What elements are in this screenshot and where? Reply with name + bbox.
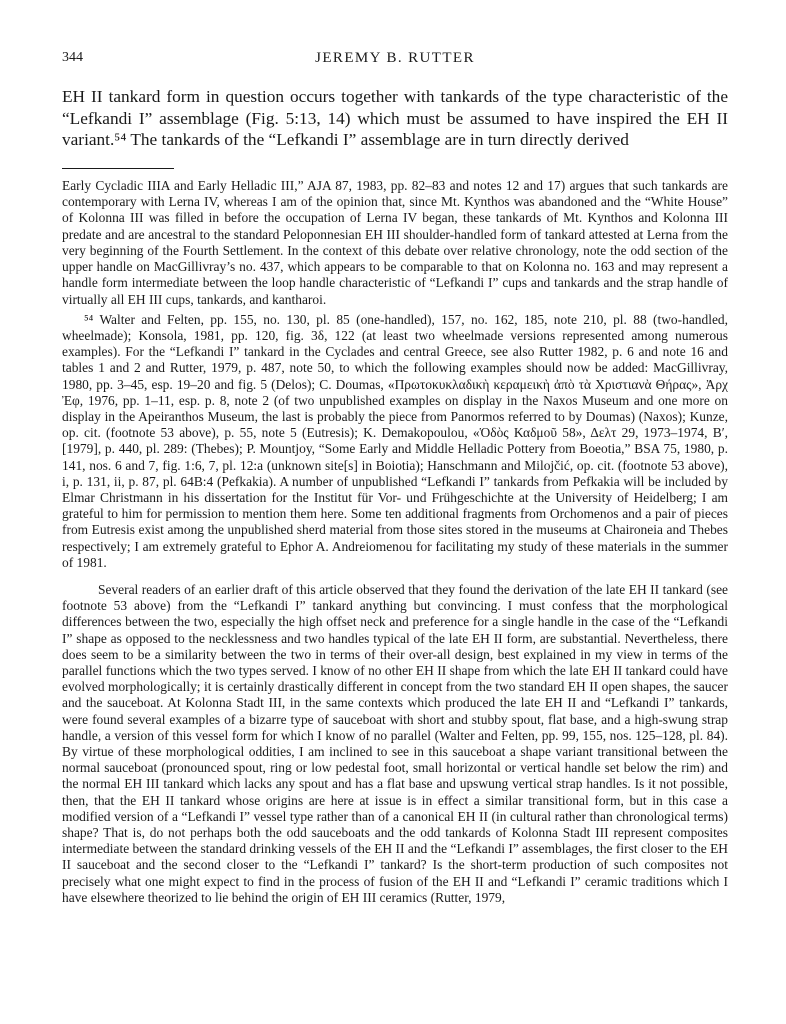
page [62, 50, 728, 906]
page-number: 344 [62, 50, 83, 65]
footnote-54: ⁵⁴ Walter and Felten, pp. 155, no. 130, pl. 85 (one-handled), 157, no. 162, 185, note 210, pl. 88 (two-handled, wheelmade); Konsola, 1981, pp. 120, fig. 3δ, 122 (at least two wheelmade versions represented among numerous examples). For the “Lefkandi I” tankard in the Cyclades and central Greece, see also Rutter 1982, p. 6 and note 16 and tables 1 and 2 and Rutter, 1979, p. 487, note 50, to which the following examples should now be added: MacGillivray, 1980, pp. 3–45, esp. 19–20 and fig. 5 (Delos); C. Doumas, «Πρωτοκυκλαδικὴ κεραμεικὴ ἀπὸ τὰ Χριστιανὰ Θήρας», Ἀρχ Ἐφ, 1976, pp. 1–11, esp. p. 8, note 2 (of two unpublished examples on display in the Naxos Museum and one more on display in the Apeiranthos Museum, the last is probably the piece from Panormos referred to by Doumas) (Naxos); Kunze, op. cit. (footnote 53 above), p. 55, note 5 (Eutresis); K. Demakopoulou, «Ὁδὸς Καδμοῦ 58», Δελτ 29, 1973–1974, Β′, [1979], p. 440, pl. 289: (Thebes); P. Mountjoy, “Some Early and Middle Helladic Pottery from Boeotia,” BSA 75, 1980, p. 141, nos. 6 and 7, fig. 1:6, 7, pl. 12:a (unknown site[s] in Boiotia); Hanschmann and Milojčić, op. cit. (footnote 53 above), i, p. 131, ii, p. 87, pl. 64B:4 (Pefkakia). A number of unpublished “Lefkandi I” tankards from Pefkakia will be included by Elmar Christmann in his dissertation for the Institut für Vor- und Frühgeschichte at the University of Heidelberg; I am grateful to him for permission to mention them here. Some ten additional fragments from Orchomenos and a pair of pieces from Eutresis exist among the unpublished sherd material from those sites stored in the museums at Chaironeia and Thebes respectively; I am extremely grateful to Ephor A. Andreiomenou for facilitating my study of these materials in the summer of 1981. [62, 311, 728, 570]
closing-paragraph: Several readers of an earlier draft of this article observed that they found the derivation of the late EH II tankard (see footnote 53 above) from the “Lefkandi I” tankard anything but convincing. I must confess that the morphological differences between the two, especially the high offset neck and preference for a single handle in the case of the “Lefkandi I” shape as opposed to the necklessness and two handles typical of the late EH II form, are substantial. Nevertheless, there does seem to be a similarity between the two in terms of their over-all design, best explained in my view in terms of the parallel functions which the two types served. I know of no other EH II shape from which the late EH II tankard could have evolved morphologically; it is certainly drastically different in concept from the two standard EH II open shapes, the saucer and the sauceboat. At Kolonna Stadt III, in the same contexts which produced the late EH II and “Lefkandi I” tankards, were found several examples of a bizarre type of sauceboat with short and stubby spout, flat base, and a high-swung strap handle, a version of this vessel form for which I know of no parallel (Walter and Felten, pp. 99, 155, nos. 125–128, pl. 84). By virtue of these morphological oddities, I am inclined to see in this sauceboat a shape variant transitional between the normal sauceboat (pronounced spout, ring or low pedestal foot, small horizontal or vertical handle set below the rim) and the normal EH III tankard which lacks any spout and has a flat base and upswung vertical strap handles. Is it not possible, then, that the EH II tankard whose origins are here at issue is in effect a similar transitional form, but in this case a modified version of a “Lefkandi I” vessel type rather than of a canonical EH II (in cultural rather than chronological terms) shape? That is, do not perhaps both the odd sauceboats and the odd tankards of Kolonna Stadt III represent composites intermediate between the standard drinking vessels of the EH II and the “Lefkandi I” assemblages, the first closer to the EH II sauceboat and the second closer to the “Lefkandi I” tankard? Is the short-term production of such composites not precisely what one might expect to find in the process of fusion of the EH II and “Lefkandi I” ceramic traditions which I have elsewhere theorized to lie behind the origin of EH III ceramics (Rutter, 1979, [62, 581, 728, 905]
body-paragraph: EH II tankard form in question occurs together with tankards of the type characteristic of the “Lefkandi I” assemblage (Fig. 5:13, 14) which must be assumed to have inspired the EH II variant.⁵⁴ The tankards of the “Lefkandi I” assemblage are in turn directly derived [62, 87, 728, 150]
footnote-53-continuation: Early Cycladic IIIA and Early Helladic III,” AJA 87, 1983, pp. 82–83 and notes 12 and 17) argues that such tankards are contemporary with Lerna IV, whereas I am of the opinion that, since Mt. Kynthos was abandoned and the “White House” of Kolonna III was filled in before the occupation of Lerna IV began, these tankards of Mt. Kynthos and Kolonna III predate and are ancestral to the standard Peloponnesian EH III shoulder-handled form of tankard attested at Lerna from the very beginning of the Fourth Settlement. In the context of this debate over relative chronology, note the odd section of the upper handle on MacGillivray’s no. 437, which appears to be comparable to that on Kolonna no. 163 and may represent a handle form intermediate between the loop handle characteristic of “Lefkandi I” cups and tankards and the strap handle of virtually all EH III cups, tankards, and kantharoi. [62, 178, 728, 307]
running-head: JEREMY B. RUTTER [315, 50, 475, 66]
footnote-rule [62, 168, 174, 169]
page-header [62, 50, 728, 74]
